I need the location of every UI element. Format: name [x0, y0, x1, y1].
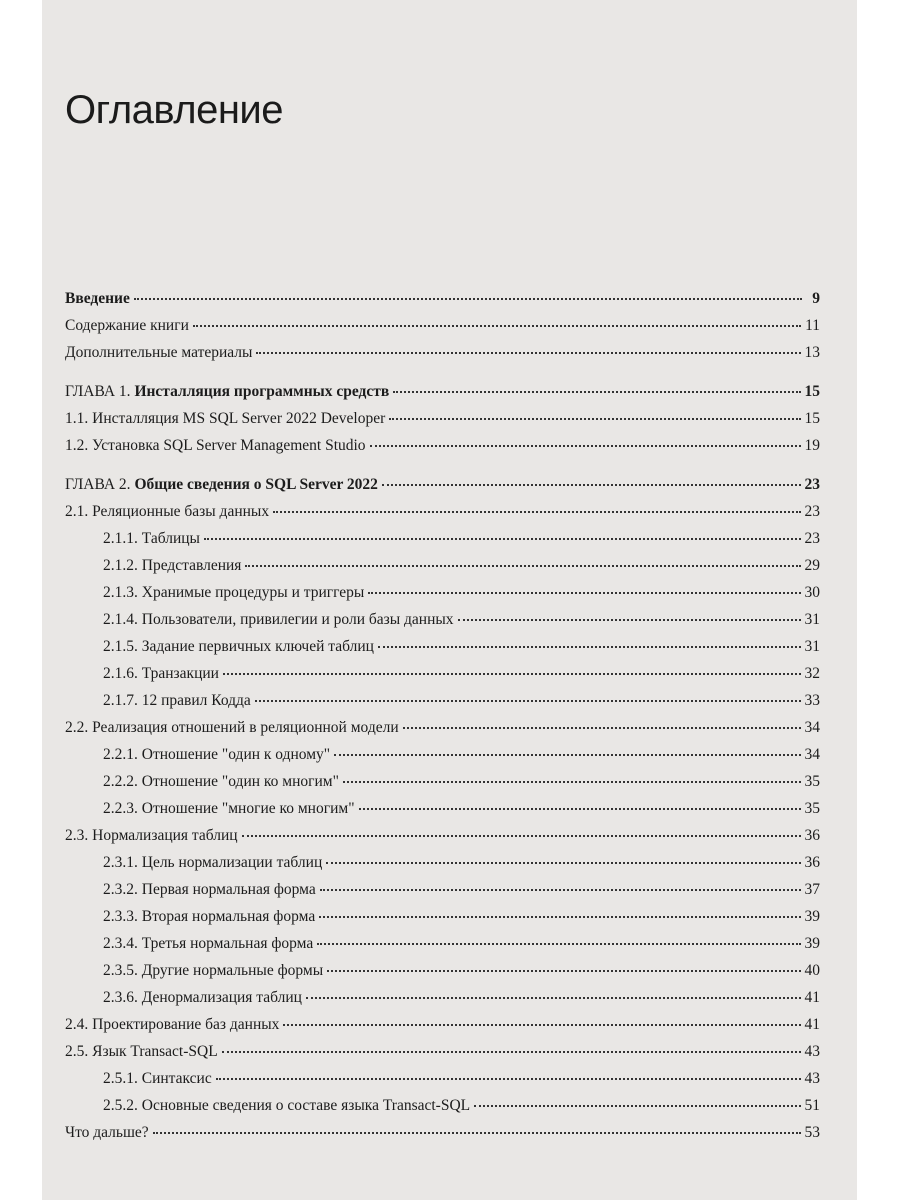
- toc-page-number: 30: [804, 584, 820, 601]
- toc-entry-title: 2.2.3. Отношение "многие ко многим": [103, 800, 355, 817]
- toc-entry: [65, 317, 820, 344]
- dot-leader: [403, 727, 801, 729]
- toc-entry: [65, 503, 820, 530]
- dot-leader: [393, 391, 800, 393]
- toc-entry-title: 2.1. Реляционные базы данных: [65, 503, 270, 520]
- toc-page-number: 41: [804, 989, 820, 1006]
- toc-page-number: 35: [804, 800, 820, 817]
- dot-leader: [317, 943, 800, 945]
- toc-entry-title: 2.5.1. Синтаксис: [103, 1070, 212, 1087]
- toc-entry-title: 2.3. Нормализация таблиц: [65, 827, 238, 844]
- dot-leader: [320, 889, 801, 891]
- toc-entry-title: 2.3.3. Вторая нормальная форма: [103, 908, 316, 925]
- toc-entry-title: 2.3.5. Другие нормальные формы: [103, 962, 324, 979]
- dot-leader: [216, 1078, 801, 1080]
- toc-entry-title: 2.3.6. Денормализация таблиц: [103, 989, 302, 1006]
- toc-entry: [65, 800, 820, 827]
- toc-page-number: 23: [804, 530, 820, 547]
- toc-entry: [65, 692, 820, 719]
- toc-entry-title: 2.4. Проектирование баз данных: [65, 1016, 280, 1033]
- toc-page-number: 32: [804, 665, 820, 682]
- toc-entry: [65, 1016, 820, 1043]
- toc-entry: [65, 437, 820, 464]
- toc-page-number: 15: [804, 383, 820, 400]
- toc-entry: [65, 989, 820, 1016]
- dot-leader: [134, 298, 802, 300]
- toc-page-number: 36: [804, 854, 820, 871]
- dot-leader: [334, 754, 800, 756]
- toc-entry-title: 2.5.2. Основные сведения о составе языка Transact-SQL: [103, 1097, 471, 1114]
- toc-entry: [65, 1043, 820, 1070]
- toc-page-number: 39: [804, 908, 820, 925]
- toc-entry-title: 1.1. Инсталляция MS SQL Server 2022 Developer: [65, 410, 386, 427]
- dot-leader: [255, 700, 801, 702]
- toc-entry-title: 2.2.1. Отношение "один к одному": [103, 746, 331, 763]
- toc-entry-title: 2.1.6. Транзакции: [103, 665, 219, 682]
- dot-leader: [370, 445, 801, 447]
- dot-leader: [326, 862, 800, 864]
- dot-leader: [193, 325, 801, 327]
- toc-entry: [65, 962, 820, 989]
- toc-entry: [65, 746, 820, 773]
- toc-entry: [65, 1097, 820, 1124]
- dot-leader: [245, 565, 800, 567]
- toc-entry-title: 1.2. Установка SQL Server Management Studio: [65, 437, 366, 454]
- toc-page-number: 36: [804, 827, 820, 844]
- toc-page-number: 35: [804, 773, 820, 790]
- chapter-prefix: ГЛАВА 1.: [65, 383, 135, 400]
- toc-entry-title: 2.3.4. Третья нормальная форма: [103, 935, 314, 952]
- toc-page-number: 31: [804, 638, 820, 655]
- page-title: Оглавление: [65, 88, 284, 132]
- toc-page-number: 34: [804, 719, 820, 736]
- toc-entry: [65, 908, 820, 935]
- toc-entry-title: 2.1.1. Таблицы: [103, 530, 200, 547]
- toc-entry-title: 2.1.4. Пользователи, привилегии и роли базы данных: [103, 611, 454, 628]
- toc-page-number: 23: [804, 476, 820, 493]
- toc-entry-title: 2.2.2. Отношение "один ко многим": [103, 773, 339, 790]
- toc-entry: [65, 476, 820, 503]
- toc-page-number: 11: [805, 317, 820, 334]
- toc-entry: [65, 383, 820, 410]
- dot-leader: [306, 997, 801, 999]
- dot-leader: [458, 619, 801, 621]
- toc-page-number: 31: [804, 611, 820, 628]
- dot-leader: [382, 484, 801, 486]
- toc-entry: [65, 827, 820, 854]
- toc-entry-title: 2.1.2. Представления: [103, 557, 242, 574]
- toc-entry: [65, 638, 820, 665]
- toc-entry-title: 2.2. Реализация отношений в реляционной модели: [65, 719, 399, 736]
- toc-entry: [65, 611, 820, 638]
- toc-entry: [65, 719, 820, 746]
- toc-entry: [65, 1124, 820, 1151]
- toc-entry-title: Дополнительные материалы: [65, 344, 253, 361]
- toc-page-number: 19: [804, 437, 820, 454]
- dot-leader: [319, 916, 800, 918]
- toc-page-number: 37: [804, 881, 820, 898]
- toc-page-number: 9: [812, 290, 820, 307]
- toc-entry: [65, 935, 820, 962]
- toc-entry: [65, 773, 820, 800]
- toc-page-number: 39: [804, 935, 820, 952]
- toc-page-number: 15: [804, 410, 820, 427]
- dot-leader: [474, 1105, 800, 1107]
- toc-page-number: 53: [804, 1124, 820, 1141]
- toc-entry: [65, 410, 820, 437]
- toc-entry-title: Инсталляция программных средств: [134, 383, 390, 400]
- toc-page-number: 51: [804, 1097, 820, 1114]
- toc-entry: [65, 1070, 820, 1097]
- chapter-prefix: ГЛАВА 2.: [65, 476, 135, 493]
- toc-entry: [65, 854, 820, 881]
- toc-entry-title: Содержание книги: [65, 317, 189, 334]
- toc-entry-title: Общие сведения о SQL Server 2022: [134, 476, 378, 493]
- dot-leader: [389, 418, 800, 420]
- dot-leader: [368, 592, 800, 594]
- dot-leader: [327, 970, 800, 972]
- dot-leader: [223, 673, 801, 675]
- toc-entry: [65, 584, 820, 611]
- dot-leader: [204, 538, 801, 540]
- dot-leader: [378, 646, 801, 648]
- toc-entry-title: 2.1.7. 12 правил Кодда: [103, 692, 251, 709]
- toc-page-number: 29: [804, 557, 820, 574]
- toc-entry: [65, 530, 820, 557]
- dot-leader: [153, 1132, 801, 1134]
- toc-page-number: 13: [804, 344, 820, 361]
- dot-leader: [283, 1024, 800, 1026]
- dot-leader: [222, 1051, 801, 1053]
- toc-entry: [65, 344, 820, 371]
- toc-page-number: 40: [804, 962, 820, 979]
- toc-entry-title: 2.1.3. Хранимые процедуры и триггеры: [103, 584, 365, 601]
- toc-entry: [65, 665, 820, 692]
- toc-entry-title: 2.3.2. Первая нормальная форма: [103, 881, 316, 898]
- toc-entry: [65, 881, 820, 908]
- dot-leader: [359, 808, 801, 810]
- dot-leader: [343, 781, 801, 783]
- toc-entry-title: 2.1.5. Задание первичных ключей таблиц: [103, 638, 374, 655]
- toc-page-number: 33: [804, 692, 820, 709]
- dot-leader: [242, 835, 801, 837]
- toc-page-number: 43: [804, 1070, 820, 1087]
- dot-leader: [273, 511, 800, 513]
- toc-page-number: 41: [804, 1016, 820, 1033]
- toc-entry: [65, 557, 820, 584]
- toc-entry-title: Введение: [65, 290, 130, 307]
- toc-entry-title: 2.3.1. Цель нормализации таблиц: [103, 854, 323, 871]
- toc-page-number: 23: [804, 503, 820, 520]
- toc-page-number: 43: [804, 1043, 820, 1060]
- dot-leader: [256, 352, 800, 354]
- toc-entry: [65, 290, 820, 317]
- table-of-contents: [65, 290, 820, 1151]
- toc-page-number: 34: [804, 746, 820, 763]
- toc-entry-title: Что дальше?: [65, 1124, 149, 1141]
- toc-entry-title: 2.5. Язык Transact-SQL: [65, 1043, 218, 1060]
